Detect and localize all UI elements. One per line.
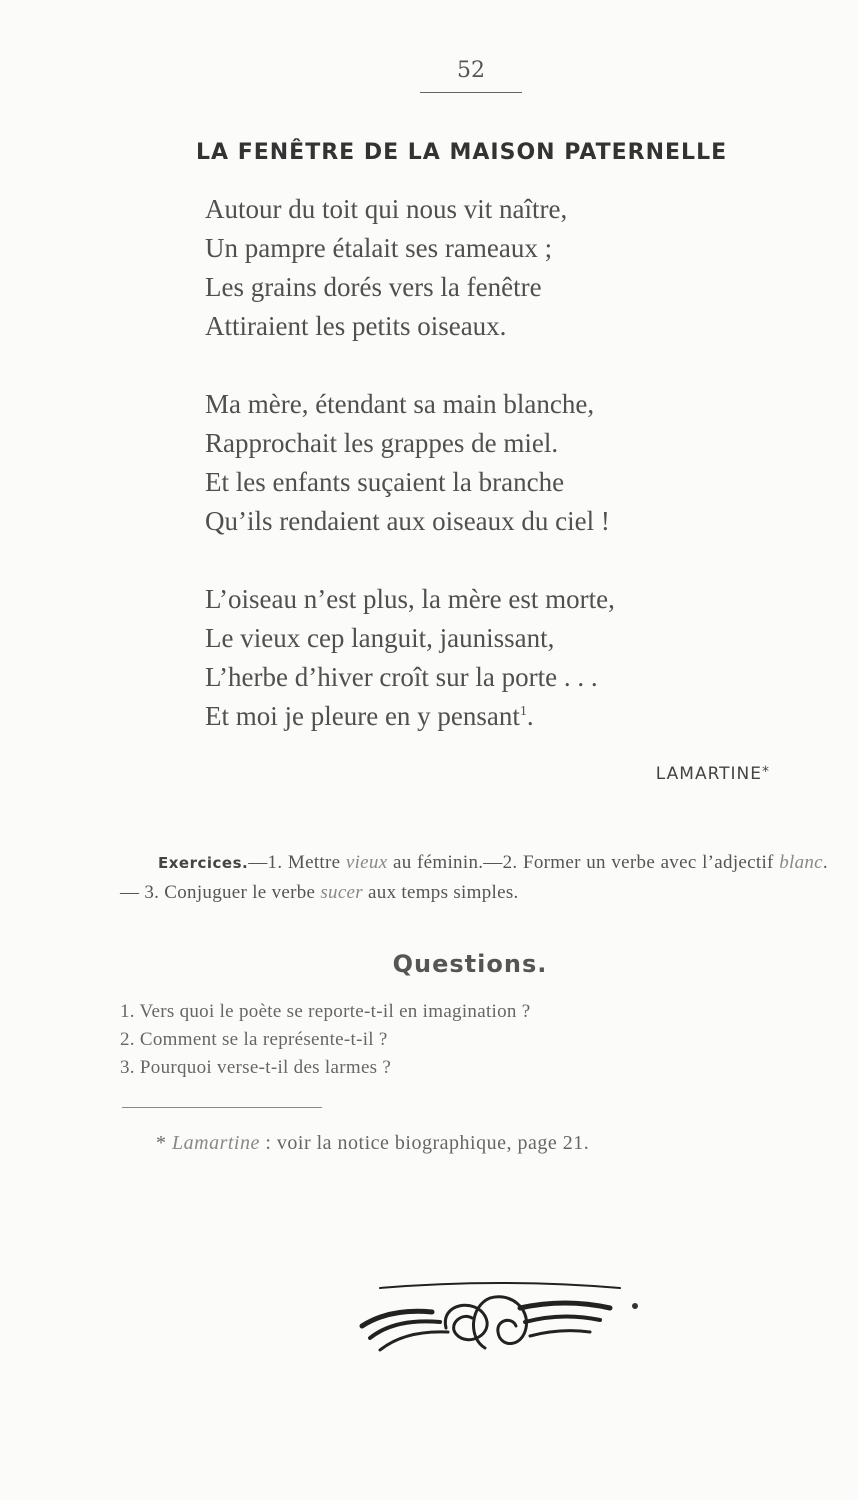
stanza-2	[205, 385, 765, 541]
question-item: 2. Comment se la représente-t-il ?	[120, 1029, 388, 1050]
verse: Rapprochait les grappes de miel.	[205, 428, 559, 458]
verse: L’herbe d’hiver croît sur la porte . . .	[205, 662, 598, 692]
footnote-author: Lamartine	[172, 1132, 260, 1154]
author-name: LAMARTINE	[655, 764, 762, 784]
footnote-text: : voir la notice biographique, page 21.	[259, 1132, 590, 1154]
exercises-lead: Exercices.	[158, 854, 249, 872]
exercises-text: aux temps simples.	[362, 882, 519, 903]
poem	[205, 190, 765, 775]
exercises-text: au féminin.—2. Former un verbe avec l’adjectif	[387, 852, 780, 873]
tailpiece-ornament-icon	[350, 1268, 650, 1378]
author-signature	[540, 764, 770, 784]
verse: Un pampre étalait ses rameaux ;	[205, 233, 553, 263]
verse: Et les enfants suçaient la branche	[205, 467, 565, 497]
poem-title: LA FENÊTRE DE LA MAISON PATERNELLE	[196, 140, 728, 165]
stanza-3	[205, 580, 765, 736]
exercises-paragraph	[120, 848, 828, 907]
question-item: 3. Pourquoi verse-t-il des larmes ?	[120, 1057, 392, 1078]
verse: L’oiseau n’est plus, la mère est morte,	[205, 584, 615, 614]
footnote-mark: *	[156, 1132, 167, 1154]
exercise-word: blanc	[779, 852, 823, 873]
verse: Le vieux cep languit, jaunissant,	[205, 623, 555, 653]
footnote	[156, 1132, 776, 1155]
author-note-mark: *	[762, 764, 770, 780]
verse: Autour du toit qui nous vit naître,	[205, 194, 568, 224]
verse: Ma mère, étendant sa main blanche,	[205, 389, 595, 419]
verse: Les grains dorés vers la fenêtre	[205, 272, 542, 302]
exercise-word: sucer	[320, 882, 363, 903]
exercises-text: —1. Mettre	[248, 852, 346, 873]
page-number: 52	[457, 58, 485, 83]
stanza-1	[205, 190, 765, 346]
footnote-rule	[122, 1107, 322, 1108]
verse: Qu’ils rendaient aux oiseaux du ciel !	[205, 506, 610, 536]
question-item: 1. Vers quoi le poète se reporte-t-il en imagination ?	[120, 1001, 531, 1022]
questions-heading: Questions.	[392, 950, 548, 978]
verse: Attiraient les petits oiseaux.	[205, 311, 507, 341]
verse-last	[205, 697, 765, 736]
exercises-text: .— 3. Conjuguer le verbe	[120, 852, 828, 903]
exercise-word: vieux	[345, 852, 388, 873]
page-number-rule	[420, 92, 522, 93]
verse-text: Et moi je pleure en y pensant	[205, 701, 520, 731]
footnote-reference: 1	[519, 704, 527, 719]
verse-end-punctuation: .	[526, 701, 534, 731]
questions-list	[120, 998, 760, 1082]
